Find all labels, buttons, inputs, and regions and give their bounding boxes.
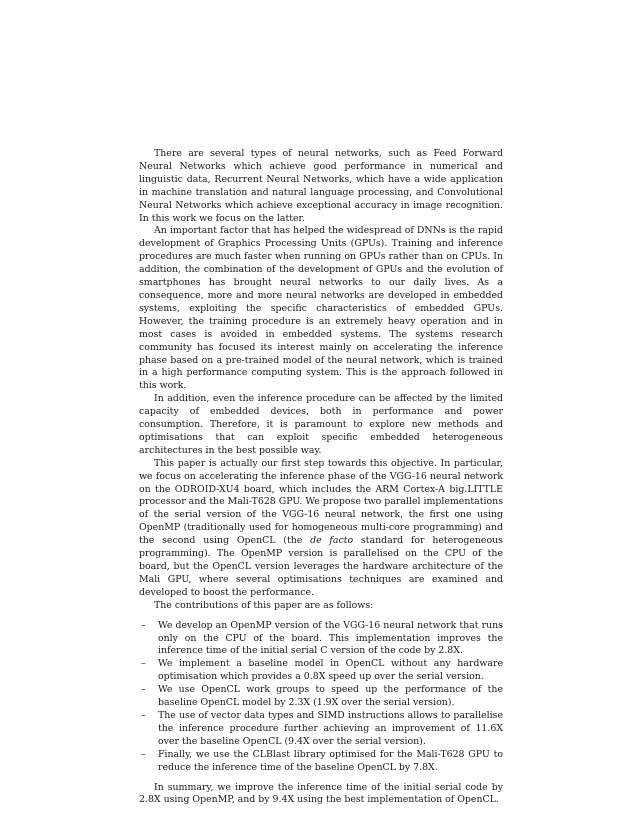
list-item: [139, 749, 503, 775]
list-item: [139, 710, 503, 749]
list-dash: –: [141, 684, 146, 696]
paragraph-neural-network-types: There are several types of neural networks, such as Feed Forward Neural Networks which achieve good performance in numerical and linguistic data, Recurrent Neural Networks, which have a wide application in machine translation and natural language processing, and Convolutional Neural Networks which achieve exceptional accuracy in image recognition. In this work we focus on the latter.: [139, 148, 503, 224]
paper-page: [139, 148, 503, 807]
paragraph-embedded-limits: In addition, even the inference procedure can be affected by the limited capacity of embedded devices, both in performance and power consumption. Therefore, it is paramount to explore new methods and optimisations that can exploit specific embedded heterogeneous architectures in the best possible way.: [139, 393, 503, 456]
list-item: [139, 684, 503, 710]
list-item: [139, 620, 503, 659]
list-dash: –: [141, 619, 146, 631]
paragraph-objective-text-a: This paper is actually our first step towards this objective. In particular, we focus on accelerating the inference phase of the VGG-16 neural network on the ODROID-XU4 board, which includes the ARM Cortex-A big.LITTLE processor and the Mali-T628 GPU. We propose two parallel implementations of the serial version of the VGG-16 neural network, the first one using OpenMP (traditionally used for homogeneous multi-core programming) and the second using OpenCL (the: [139, 457, 504, 547]
list-dash: –: [141, 658, 146, 670]
paragraph-gpu-development: An important factor that has helped the widespread of DNNs is the rapid development of Graphics Processing Units (GPUs). Training and inference procedures are much faster when running on GPUs rather than on CPUs. In addition, the combination of the development of GPUs and the evolution of smartphones has brought neural networks to our daily lives. As a consequence, more and more neural networks are developed in embedded systems, exploiting the specific characteristics of embedded GPUs. However, the training procedure is an extremely heavy operation and in most cases is avoided in embedded systems. The systems research community has focused its interest mainly on accelerating the inference phase based on a pre-trained model of the neural network, which is trained in a high performance computing system. This is the approach followed in this work.: [139, 225, 503, 392]
list-item-text: The use of vector data types and SIMD instructions allows to parallelise the inference procedure further achieving an improvement of 11.6X over the baseline OpenCL (9.4X over the serial version).: [158, 709, 503, 747]
list-dash: –: [141, 709, 146, 721]
contributions-list: [139, 620, 503, 775]
paragraph-objective-emphasis: de facto: [310, 535, 354, 547]
paragraph-summary: In summary, we improve the inference time of the initial serial code by 2.8X using OpenMP, and by 9.4X using the best implementation of OpenCL.: [139, 781, 503, 806]
paragraph-contributions-intro: The contributions of this paper are as follows:: [154, 599, 374, 611]
paragraph-objective: [139, 458, 503, 600]
list-item-text: We implement a baseline model in OpenCL without any hardware optimisation which provides a 0.8X speed up over the serial version.: [158, 658, 503, 683]
list-dash: –: [141, 748, 146, 760]
list-item: [139, 658, 503, 684]
list-item-text: We use OpenCL work groups to speed up the performance of the baseline OpenCL model by 2.3X (1.9X over the serial version).: [158, 684, 503, 709]
list-item-text: We develop an OpenMP version of the VGG-16 neural network that runs only on the CPU of the board. This implementation improves the inference time of the initial serial C version of the code by 2.8X.: [158, 619, 503, 657]
paragraph-objective-text-b: standard for heterogeneous programming). The OpenMP version is parallelised on the CPU of the board, but the OpenCL version leverages the hardware architecture of the Mali GPU, where several optimisations techniques are examined and developed to boost the performance.: [139, 535, 503, 598]
list-item-text: Finally, we use the CLBlast library optimised for the Mali-T628 GPU to reduce the inference time of the baseline OpenCL by 7.8X.: [158, 748, 503, 773]
